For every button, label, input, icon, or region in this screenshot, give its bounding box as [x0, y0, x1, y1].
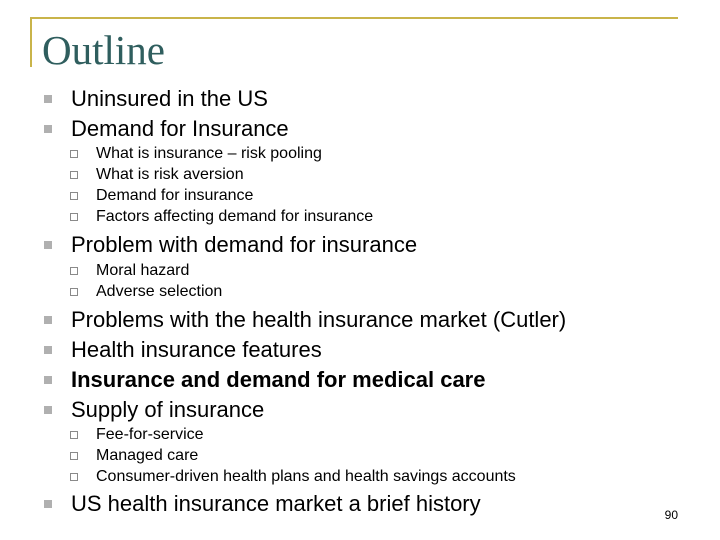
page-number: 90 [664, 508, 678, 522]
hollow-square-bullet-icon [70, 431, 78, 439]
outline-item-text: US health insurance market a brief history [71, 491, 481, 516]
outline-item-text: Problems with the health insurance market (Cutler) [71, 307, 567, 332]
square-bullet-icon [44, 241, 52, 249]
square-bullet-icon [44, 376, 52, 384]
square-bullet-icon [44, 406, 52, 414]
hollow-square-bullet-icon [70, 288, 78, 296]
square-bullet-icon [44, 346, 52, 354]
outline-subitem-text: Adverse selection [96, 283, 223, 300]
outline-item-text: Uninsured in the US [71, 86, 268, 111]
hollow-square-bullet-icon [70, 267, 78, 275]
outline-subitem-text: Fee-for-service [96, 426, 204, 443]
square-bullet-icon [44, 125, 52, 133]
slide-title: Outline [42, 27, 165, 73]
outline-subitem-text: Managed care [96, 447, 199, 464]
square-bullet-icon [44, 500, 52, 508]
outline-subitem-text: Consumer-driven health plans and health savings accounts [96, 468, 516, 485]
outline-item-text: Health insurance features [71, 337, 322, 362]
hollow-square-bullet-icon [70, 213, 78, 221]
outline-subitem-text: Moral hazard [96, 262, 190, 279]
outline-subitem-text: What is risk aversion [96, 166, 244, 183]
hollow-square-bullet-icon [70, 150, 78, 158]
hollow-square-bullet-icon [70, 452, 78, 460]
square-bullet-icon [44, 95, 52, 103]
outline-item-text: Supply of insurance [71, 397, 265, 422]
hollow-square-bullet-icon [70, 171, 78, 179]
square-bullet-icon [44, 316, 52, 324]
hollow-square-bullet-icon [70, 473, 78, 481]
outline-subitem-text: What is insurance – risk pooling [96, 145, 322, 162]
outline-subitem-text: Demand for insurance [96, 187, 254, 204]
hollow-square-bullet-icon [70, 192, 78, 200]
outline-item-text: Demand for Insurance [71, 116, 289, 141]
outline-item-text: Problem with demand for insurance [71, 232, 418, 257]
outline-subitem-text: Factors affecting demand for insurance [96, 208, 374, 225]
outline-item-text: Insurance and demand for medical care [71, 367, 486, 392]
